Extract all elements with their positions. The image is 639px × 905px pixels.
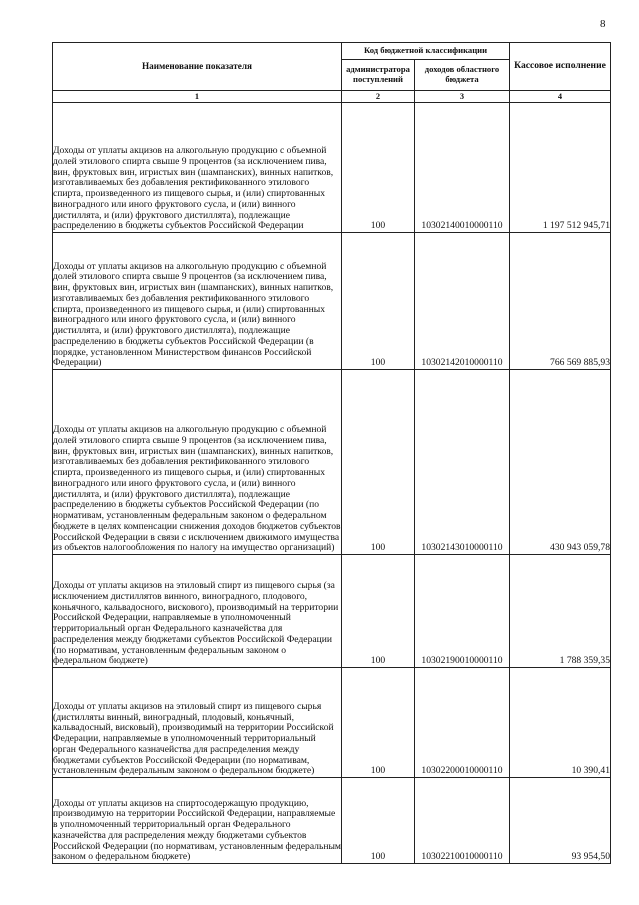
row-indicator-name: Доходы от уплаты акцизов на алкогольную продукцию с объемной долей этилового спирта свыше 9 процентов (за исключением пива, вин, фруктовых вин, игристых вин (шампанских), винных напитков, изготавливаемых без добавления ректификованного этилового спирта, произведенного из пищевого сырья, и (или) спиртованных виноградного или иного фруктового сусла, и (или) винного дистиллята, и (или) фруктового дистиллята), подлежащие распределению в бюджеты субъектов Российской Федерации (в порядке, установленном Министерством финансов Российской Федерации) xyxy=(53,233,342,370)
row-income-code: 10302140010000110 xyxy=(415,103,510,233)
header-budget-classification-code: Код бюджетной классификации xyxy=(342,43,510,60)
row-income-code: 10302190010000110 xyxy=(415,555,510,668)
row-indicator-name: Доходы от уплаты акцизов на алкогольную продукцию с объемной долей этилового спирта свыше 9 процентов (за исключением пива, вин, фруктовых вин, игристых вин (шампанских), винных напитков, изготавливаемых без добавления ректификованного этилового спирта, произведенного из пищевого сырья, и (или) спиртованных виноградного или иного фруктового сусла, и (или) винного дистиллята, и (или) фруктового дистиллята), подлежащие распределению в бюджеты субъектов Российской Федерации xyxy=(53,103,342,233)
row-amount: 1 788 359,35 xyxy=(510,555,611,668)
column-number-1: 1 xyxy=(53,91,342,103)
table-row xyxy=(53,778,611,864)
table-header xyxy=(53,43,611,103)
header-indicator-name: Наименование показателя xyxy=(53,43,342,91)
row-income-code: 10302210010000110 xyxy=(415,778,510,864)
row-administrator-code: 100 xyxy=(342,668,415,778)
page-number: 8 xyxy=(600,18,606,30)
row-amount: 10 390,41 xyxy=(510,668,611,778)
row-administrator-code: 100 xyxy=(342,370,415,555)
row-income-code: 10302142010000110 xyxy=(415,233,510,370)
header-regional-budget-income: доходов областного бюджета xyxy=(415,60,510,91)
column-number-4: 4 xyxy=(510,91,611,103)
budget-income-table xyxy=(52,42,611,864)
row-indicator-name: Доходы от уплаты акцизов на спиртосодержащую продукцию, производимую на территории Российской Федерации, направляемые в уполномоченный территориальный орган Федерального казначейства для распределения между бюджетами субъектов Российской Федерации (по нормативам, установленным федеральным законом о федеральном бюджете) xyxy=(53,778,342,864)
table-body xyxy=(53,103,611,864)
row-income-code: 10302143010000110 xyxy=(415,370,510,555)
table-row xyxy=(53,370,611,555)
table-row xyxy=(53,233,611,370)
row-indicator-name: Доходы от уплаты акцизов на этиловый спирт из пищевого сырья (дистилляты винный, виноградный, плодовый, коньячный, кальвадосный, висковый), производимый на территории Российской Федерации, направляемые в уполномоченный территориальный орган Федерального казначейства для распределения между бюджетами субъектов Российской Федерации (по нормативам, установленным федеральным законом о федеральном бюджете) xyxy=(53,668,342,778)
row-amount: 766 569 885,93 xyxy=(510,233,611,370)
row-indicator-name: Доходы от уплаты акцизов на алкогольную продукцию с объемной долей этилового спирта свыше 9 процентов (за исключением пива, вин, фруктовых вин, игристых вин (шампанских), винных напитков, изготавливаемых без добавления ректификованного этилового спирта, произведенного из пищевого сырья, и (или) спиртованных виноградного или иного фруктового сусла, и (или) винного дистиллята, и (или) фруктового дистиллята), подлежащие распределению в бюджеты субъектов Российской Федерации (по нормативам, установленным федеральным законом о федеральном бюджете в целях компенсации снижения доходов бюджетов субъектов Российской Федерации в связи с исключением движимого имущества из объектов налогообложения по налогу на имущество организаций) xyxy=(53,370,342,555)
row-amount: 93 954,50 xyxy=(510,778,611,864)
table-row xyxy=(53,555,611,668)
row-amount: 1 197 512 945,71 xyxy=(510,103,611,233)
row-administrator-code: 100 xyxy=(342,103,415,233)
table-row xyxy=(53,668,611,778)
header-administrator: администратора поступлений xyxy=(342,60,415,91)
row-administrator-code: 100 xyxy=(342,233,415,370)
row-indicator-name: Доходы от уплаты акцизов на этиловый спирт из пищевого сырья (за исключением дистиллятов винного, виноградного, плодового, коньячного, кальвадосного, вискового), производимый на территории Российской Федерации, направляемые в уполномоченный территориальный орган Федерального казначейства для распределения между бюджетами субъектов Российской Федерации (по нормативам, установленным федеральным законом о федеральном бюджете) xyxy=(53,555,342,668)
column-number-3: 3 xyxy=(415,91,510,103)
row-income-code: 10302200010000110 xyxy=(415,668,510,778)
header-cash-execution: Кассовое исполнение xyxy=(510,43,611,91)
table-row xyxy=(53,103,611,233)
column-number-2: 2 xyxy=(342,91,415,103)
row-administrator-code: 100 xyxy=(342,778,415,864)
row-amount: 430 943 059,78 xyxy=(510,370,611,555)
row-administrator-code: 100 xyxy=(342,555,415,668)
